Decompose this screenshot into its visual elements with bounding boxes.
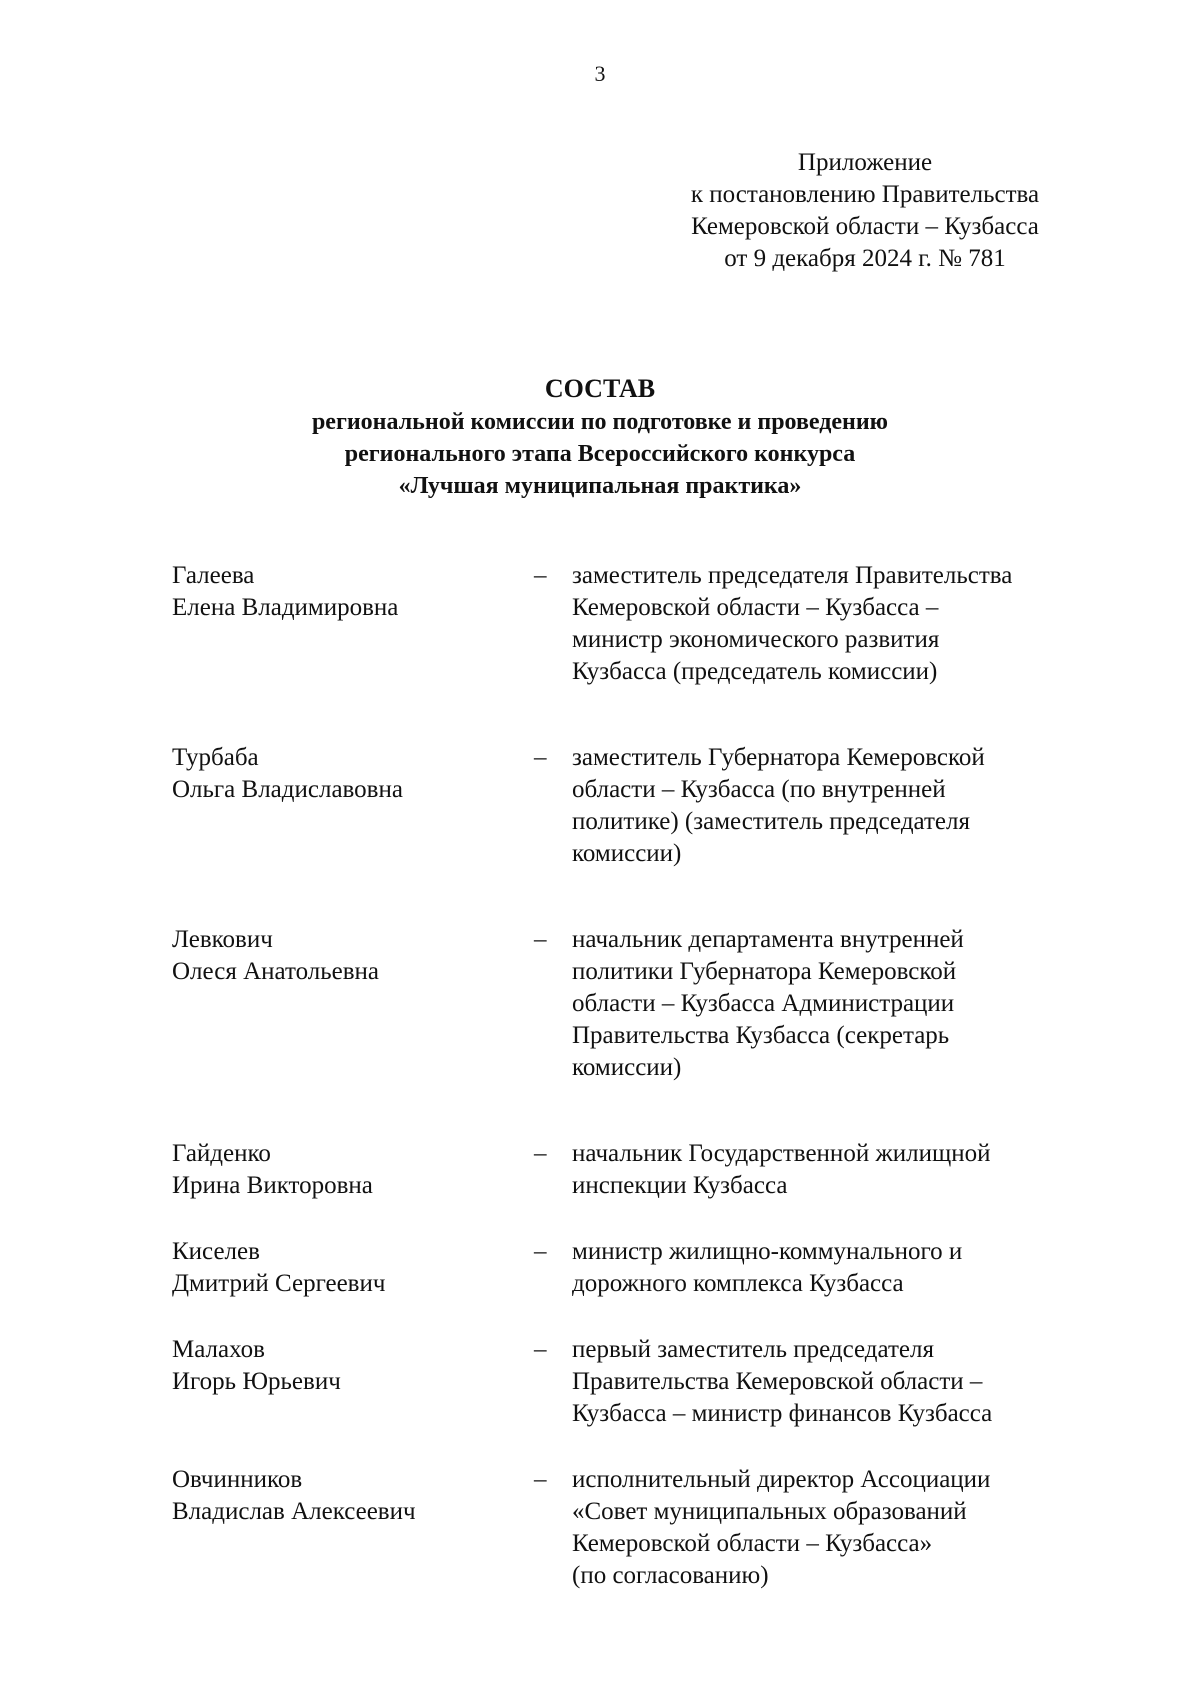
role-line: области – Кузбасса (по внутренней [572,776,946,803]
member-role [572,1138,1072,1202]
member-dash: – [534,1336,547,1363]
role-line: исполнительный директор Ассоциации [572,1466,991,1493]
role-line: «Совет муниципальных образований [572,1498,967,1525]
member-name [172,924,532,1084]
member-dash: – [534,926,547,953]
member-role [572,1236,1072,1300]
member-surname: Турбаба [172,744,259,771]
appendix-header [650,147,1080,275]
member-role [572,742,1072,870]
member-row [172,742,1072,870]
member-row [172,1236,1072,1300]
member-surname: Левкович [172,926,273,953]
member-row [172,1464,1072,1592]
member-given-name: Елена Владимировна [172,594,399,621]
role-line: начальник департамента внутренней [572,926,964,953]
role-line: политики Губернатора Кемеровской [572,958,957,985]
role-line: дорожного комплекса Кузбасса [572,1270,904,1297]
role-line: первый заместитель председателя [572,1336,934,1363]
member-surname: Киселев [172,1238,260,1265]
role-line: заместитель Губернатора Кемеровской [572,744,985,771]
member-dash: – [534,562,547,589]
member-given-name: Игорь Юрьевич [172,1368,341,1395]
role-line: комиссии) [572,1054,682,1081]
document-title [0,372,1200,502]
member-role [572,560,1072,688]
title-main: СОСТАВ [544,374,656,403]
member-role [572,924,1072,1084]
role-line: Правительства Кузбасса (секретарь [572,1022,950,1049]
role-line: министр экономического развития [572,626,940,653]
member-name [172,1334,532,1430]
appendix-line: Кемеровской области – Кузбасса [691,213,1039,240]
role-line: Кемеровской области – Кузбасса» [572,1530,933,1557]
page-number: 3 [594,61,606,86]
member-dash: – [534,1466,547,1493]
role-line: Кузбасса (председатель комиссии) [572,658,938,685]
member-row [172,924,1072,1084]
member-name [172,560,532,688]
member-surname: Галеева [172,562,255,589]
member-given-name: Владислав Алексеевич [172,1498,416,1525]
role-line: политике) (заместитель председателя [572,808,970,835]
member-name [172,1464,532,1592]
member-role [572,1334,1072,1430]
appendix-line: к постановлению Правительства [690,181,1040,208]
title-line: «Лучшая муниципальная практика» [398,473,802,499]
member-given-name: Ирина Викторовна [172,1172,373,1199]
appendix-line: от 9 декабря 2024 г. № 781 [724,245,1006,272]
member-name [172,1138,532,1202]
role-line: комиссии) [572,840,682,867]
members-list [172,560,1072,1592]
appendix-line: Приложение [797,149,933,176]
member-surname: Малахов [172,1336,265,1363]
member-row [172,1138,1072,1202]
member-name [172,1236,532,1300]
role-line: области – Кузбасса Администрации [572,990,955,1017]
member-given-name: Дмитрий Сергеевич [172,1270,386,1297]
member-row [172,560,1072,688]
role-line: инспекции Кузбасса [572,1172,788,1199]
member-row [172,1334,1072,1430]
member-surname: Овчинников [172,1466,303,1493]
member-given-name: Ольга Владиславовна [172,776,403,803]
role-line: начальник Государственной жилищной [572,1140,991,1167]
member-surname: Гайденко [172,1140,271,1167]
role-line: (по согласованию) [572,1562,769,1589]
member-dash: – [534,1238,547,1265]
member-name [172,742,532,870]
role-line: заместитель председателя Правительства [572,562,1013,589]
role-line: Правительства Кемеровской области – [572,1368,983,1395]
title-line: региональной комиссии по подготовке и проведению [311,409,889,435]
member-dash: – [534,1140,547,1167]
title-line: регионального этапа Всероссийского конкурса [344,441,856,467]
member-role [572,1464,1072,1592]
role-line: министр жилищно-коммунального и [572,1238,963,1265]
member-dash: – [534,744,547,771]
role-line: Кемеровской области – Кузбасса – [572,594,939,621]
member-given-name: Олеся Анатольевна [172,958,379,985]
role-line: Кузбасса – министр финансов Кузбасса [572,1400,993,1427]
